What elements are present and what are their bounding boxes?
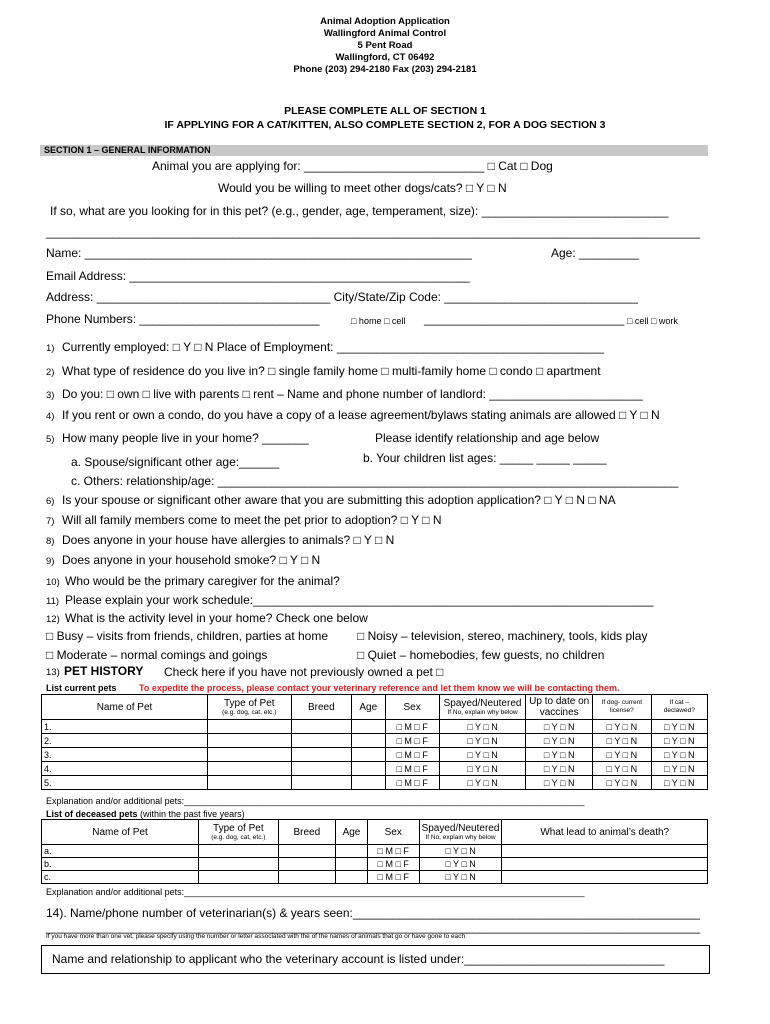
q10-caregiver[interactable]: Who would be the primary caregiver for the animal? — [65, 574, 340, 588]
q11-number: 11) — [46, 596, 60, 607]
vet-contact-note: To expedite the process, please contact your veterinary reference and let them know we will be contacting them. — [139, 683, 620, 693]
q10-number: 10) — [46, 577, 60, 588]
sex-cell[interactable]: □ M □ F — [385, 748, 439, 762]
dcol-name-of-pet: Name of Pet — [42, 820, 199, 845]
declawed-cell[interactable]: □ Y □ N — [651, 776, 707, 790]
col-age: Age — [352, 695, 385, 720]
q4-lease[interactable]: If you rent or own a condo, do you have a copy of a lease agreement/bylaws stating animals are allowed □ Y □ N — [62, 408, 660, 422]
breed-cell[interactable] — [291, 748, 352, 762]
instructions-line-1: PLEASE COMPLETE ALL OF SECTION 1 — [284, 105, 486, 117]
name-field[interactable]: Name: __________________________________________________________ — [46, 246, 472, 260]
q5-household-count[interactable]: How many people live in your home? _______ — [62, 431, 309, 445]
declawed-cell[interactable]: □ Y □ N — [651, 720, 707, 734]
q5b-children-ages[interactable]: b. Your children list ages: _____ _____ _____ — [363, 451, 607, 465]
dtype-label: Type of Pet — [213, 822, 264, 834]
age-cell[interactable] — [352, 734, 385, 748]
pet-type-cell[interactable] — [199, 871, 279, 884]
pet-type-cell[interactable] — [199, 858, 279, 871]
age-cell[interactable] — [352, 720, 385, 734]
q11-work-schedule[interactable]: Please explain your work schedule:____________________________________________________________ — [65, 593, 654, 607]
sex-cell[interactable]: □ M □ F — [367, 871, 419, 884]
current-pet-row[interactable] — [42, 762, 708, 776]
current-pets-table — [41, 694, 708, 790]
row-number[interactable]: 5. — [42, 776, 208, 790]
age-cell[interactable] — [336, 871, 368, 884]
q3-own-rent[interactable]: Do you: □ own □ live with parents □ rent – Name and phone number of landlord: _______________________ — [62, 387, 643, 401]
sex-cell[interactable]: □ M □ F — [385, 734, 439, 748]
age-cell[interactable] — [336, 845, 368, 858]
breed-cell[interactable] — [278, 858, 335, 871]
dcol-spayed — [419, 820, 502, 845]
license-cell[interactable]: □ Y □ N — [593, 776, 651, 790]
col-declawed — [651, 695, 707, 720]
current-pet-row[interactable] — [42, 720, 708, 734]
sex-cell[interactable]: □ M □ F — [385, 776, 439, 790]
age-cell[interactable] — [352, 748, 385, 762]
activity-busy-option[interactable]: □ Busy – visits from friends, children, parties at home — [46, 629, 329, 643]
header-agency: Wallingford Animal Control — [323, 28, 447, 39]
col-name-of-pet: Name of Pet — [42, 695, 208, 720]
deceased-label-sub: (within the past five years) — [140, 809, 245, 819]
spayed-cell[interactable]: □ Y □ N — [439, 734, 526, 748]
row-number[interactable]: 3. — [42, 748, 208, 762]
deceased-label-text: List of deceased pets — [46, 809, 138, 819]
header-street: 5 Pent Road — [357, 40, 413, 51]
multi-vet-note: If you have more than one vet, please specify using the number or letter associated with the of the names of animals that go or have gone to each — [46, 933, 466, 940]
address-field[interactable]: Address: ___________________________________ City/State/Zip Code: _____________________________ — [46, 290, 638, 304]
breed-cell[interactable] — [291, 762, 352, 776]
activity-quiet-option[interactable]: □ Quiet – homebodies, few guests, no children — [357, 648, 605, 662]
age-field[interactable]: Age: _________ — [551, 246, 640, 260]
spay-sublabel: If No, explain why below — [447, 708, 518, 716]
sex-cell[interactable]: □ M □ F — [385, 720, 439, 734]
animal-applying-line[interactable]: Animal you are applying for: ___________________________ □ Cat □ Dog — [152, 159, 553, 173]
header-city: Wallingford, CT 06492 — [335, 52, 435, 63]
current-pets-explanation[interactable]: Explanation and/or additional pets:________________________________________________________________________________ — [46, 796, 585, 806]
death-cause-cell[interactable] — [502, 858, 708, 871]
spayed-cell[interactable]: □ Y □ N — [439, 720, 526, 734]
pet-type-cell[interactable] — [208, 748, 292, 762]
current-pets-header-row — [42, 695, 708, 720]
q12-number: 12) — [46, 614, 60, 625]
pet-type-cell[interactable] — [208, 762, 292, 776]
declawed-cell[interactable]: □ Y □ N — [651, 748, 707, 762]
vaccines-cell[interactable]: □ Y □ N — [526, 734, 593, 748]
pet-history-heading: PET HISTORY — [64, 664, 144, 678]
q8-number: 8) — [46, 536, 55, 547]
row-letter[interactable]: c. — [42, 871, 199, 884]
license-cell[interactable]: □ Y □ N — [593, 734, 651, 748]
header-phone: Phone (203) 294-2180 Fax (203) 294-2181 — [293, 64, 477, 75]
dcol-sex: Sex — [367, 820, 419, 845]
phone-type-1[interactable]: □ home □ cell — [351, 316, 406, 326]
vaccines-cell[interactable]: □ Y □ N — [526, 720, 593, 734]
row-letter[interactable]: b. — [42, 858, 199, 871]
pet-type-cell[interactable] — [208, 734, 292, 748]
q1-employment[interactable]: Currently employed: □ Y □ N Place of Employment: ________________________________________ — [62, 340, 604, 354]
q14-veterinarian-blank[interactable]: __________________________________________________________________________________________________ — [46, 920, 701, 934]
q7-number: 7) — [46, 516, 55, 527]
activity-moderate-option[interactable]: □ Moderate – normal comings and goings — [46, 648, 268, 662]
col-license — [593, 695, 651, 720]
looking-for-blank[interactable]: __________________________________________________________________________________________________ — [46, 225, 701, 239]
dspay-sublabel: If No, explain why below — [425, 833, 496, 841]
q7-family-meet[interactable]: Will all family members come to meet the pet prior to adoption? □ Y □ N — [62, 513, 442, 527]
col-vaccines: Up to date on vaccines — [526, 695, 593, 720]
death-cause-cell[interactable] — [502, 845, 708, 858]
col-spayed — [439, 695, 526, 720]
breed-cell[interactable] — [291, 776, 352, 790]
deceased-pets-explanation[interactable]: Explanation and/or additional pets:________________________________________________________________________________ — [46, 887, 585, 897]
q5a-spouse-age[interactable]: a. Spouse/significant other age:______ — [71, 455, 280, 469]
col-type-of-pet — [208, 695, 292, 720]
q14-veterinarian[interactable]: 14). Name/phone number of veterinarian(s) & years seen:____________________________________________________ — [46, 906, 700, 920]
q13-number: 13) — [46, 667, 60, 678]
license-label: If dog- current license? — [601, 699, 643, 714]
declawed-cell[interactable]: □ Y □ N — [651, 734, 707, 748]
q2-number: 2) — [46, 367, 55, 378]
breed-cell[interactable] — [278, 871, 335, 884]
q9-number: 9) — [46, 556, 55, 567]
sex-cell[interactable]: □ M □ F — [367, 858, 419, 871]
dcol-type-of-pet — [199, 820, 279, 845]
type-label: Type of Pet — [223, 697, 275, 709]
spayed-cell[interactable]: □ Y □ N — [439, 748, 526, 762]
meet-other-pets-line[interactable]: Would you be willing to meet other dogs/cats? □ Y □ N — [218, 181, 507, 195]
spayed-cell[interactable]: □ Y □ N — [439, 776, 526, 790]
q2-residence[interactable]: What type of residence do you live in? □ single family home □ multi-family home □ condo □ apartment — [62, 364, 601, 378]
q5c-others[interactable]: c. Others: relationship/age: _____________________________________________________________________ — [71, 474, 679, 488]
current-pet-row[interactable] — [42, 748, 708, 762]
dcol-breed: Breed — [278, 820, 335, 845]
dtype-sublabel: (e.g. dog, cat, etc.) — [211, 833, 266, 841]
sex-cell[interactable]: □ M □ F — [385, 762, 439, 776]
current-pet-row[interactable] — [42, 776, 708, 790]
dcol-age: Age — [336, 820, 368, 845]
q8-allergies[interactable]: Does anyone in your house have allergies to animals? □ Y □ N — [62, 533, 395, 547]
spayed-cell[interactable]: □ Y □ N — [439, 762, 526, 776]
deceased-pet-row[interactable] — [42, 871, 708, 884]
q12-activity-level: What is the activity level in your home? Check one below — [65, 611, 368, 625]
deceased-pet-row[interactable] — [42, 845, 708, 858]
phone-field-1[interactable]: Phone Numbers: ___________________________ — [46, 312, 320, 326]
looking-for-line[interactable]: If so, what are you looking for in this pet? (e.g., gender, age, temperament, size): ____________________________ — [50, 204, 669, 218]
declawed-cell[interactable]: □ Y □ N — [651, 762, 707, 776]
license-cell[interactable]: □ Y □ N — [593, 720, 651, 734]
dspay-label: Spayed/Neutered — [421, 822, 500, 834]
q6-number: 6) — [46, 496, 55, 507]
deceased-pet-row[interactable] — [42, 858, 708, 871]
col-breed: Breed — [291, 695, 352, 720]
q3-number: 3) — [46, 390, 55, 401]
pet-type-cell[interactable] — [208, 776, 292, 790]
row-number[interactable]: 2. — [42, 734, 208, 748]
sex-cell[interactable]: □ M □ F — [367, 845, 419, 858]
dcol-death-cause: What lead to animal’s death? — [502, 820, 708, 845]
phone-type-2[interactable]: □ cell □ work — [627, 316, 678, 326]
age-cell[interactable] — [336, 858, 368, 871]
age-cell[interactable] — [352, 776, 385, 790]
license-cell[interactable]: □ Y □ N — [593, 762, 651, 776]
vet-account-holder[interactable]: Name and relationship to applicant who the veterinary account is listed under:______________________________ — [52, 952, 665, 966]
deceased-pets-table — [41, 819, 708, 884]
deceased-pets-header-row — [42, 820, 708, 845]
q4-number: 4) — [46, 411, 55, 422]
agency-header — [0, 16, 770, 76]
phone-field-2[interactable]: ______________________________ — [424, 312, 625, 326]
vaccines-cell[interactable]: □ Y □ N — [526, 776, 593, 790]
vaccines-cell[interactable]: □ Y □ N — [526, 762, 593, 776]
spayed-cell[interactable]: □ Y □ N — [419, 858, 502, 871]
no-previous-pet-checkbox[interactable]: Check here if you have not previously owned a pet □ — [164, 665, 444, 679]
col-sex: Sex — [385, 695, 439, 720]
q9-smoke[interactable]: Does anyone in your household smoke? □ Y □ N — [62, 553, 321, 567]
vaccines-cell[interactable]: □ Y □ N — [526, 748, 593, 762]
declawed-label: If cat – declawed? — [663, 699, 695, 714]
row-letter[interactable]: a. — [42, 845, 199, 858]
type-sublabel: (e.g. dog, cat, etc.) — [222, 708, 277, 716]
death-cause-cell[interactable] — [502, 871, 708, 884]
activity-noisy-option[interactable]: □ Noisy – television, stereo, machinery, tools, kids play — [357, 629, 648, 643]
row-number[interactable]: 4. — [42, 762, 208, 776]
row-number[interactable]: 1. — [42, 720, 208, 734]
pet-type-cell[interactable] — [208, 720, 292, 734]
spayed-cell[interactable]: □ Y □ N — [419, 845, 502, 858]
current-pets-label: List current pets — [46, 683, 117, 693]
current-pet-row[interactable] — [42, 734, 708, 748]
breed-cell[interactable] — [278, 845, 335, 858]
instructions-line-2: IF APPLYING FOR A CAT/KITTEN, ALSO COMPLETE SECTION 2, FOR A DOG SECTION 3 — [164, 119, 606, 131]
license-cell[interactable]: □ Y □ N — [593, 748, 651, 762]
q5-number: 5) — [46, 434, 55, 445]
breed-cell[interactable] — [291, 720, 352, 734]
section-1-heading: SECTION 1 – GENERAL INFORMATION — [40, 145, 708, 156]
header-title: Animal Adoption Application — [320, 16, 450, 27]
q5-relationship-note: Please identify relationship and age below — [375, 431, 600, 445]
q6-spouse-aware[interactable]: Is your spouse or significant other aware that you are submitting this adoption application? □ Y □ N □ NA — [62, 493, 616, 507]
email-field[interactable]: Email Address: ___________________________________________________ — [46, 269, 470, 283]
instructions-title — [0, 104, 770, 132]
spay-label: Spayed/Neutered — [443, 697, 522, 709]
pet-type-cell[interactable] — [199, 845, 279, 858]
age-cell[interactable] — [352, 762, 385, 776]
breed-cell[interactable] — [291, 734, 352, 748]
q1-number: 1) — [46, 343, 55, 354]
spayed-cell[interactable]: □ Y □ N — [419, 871, 502, 884]
